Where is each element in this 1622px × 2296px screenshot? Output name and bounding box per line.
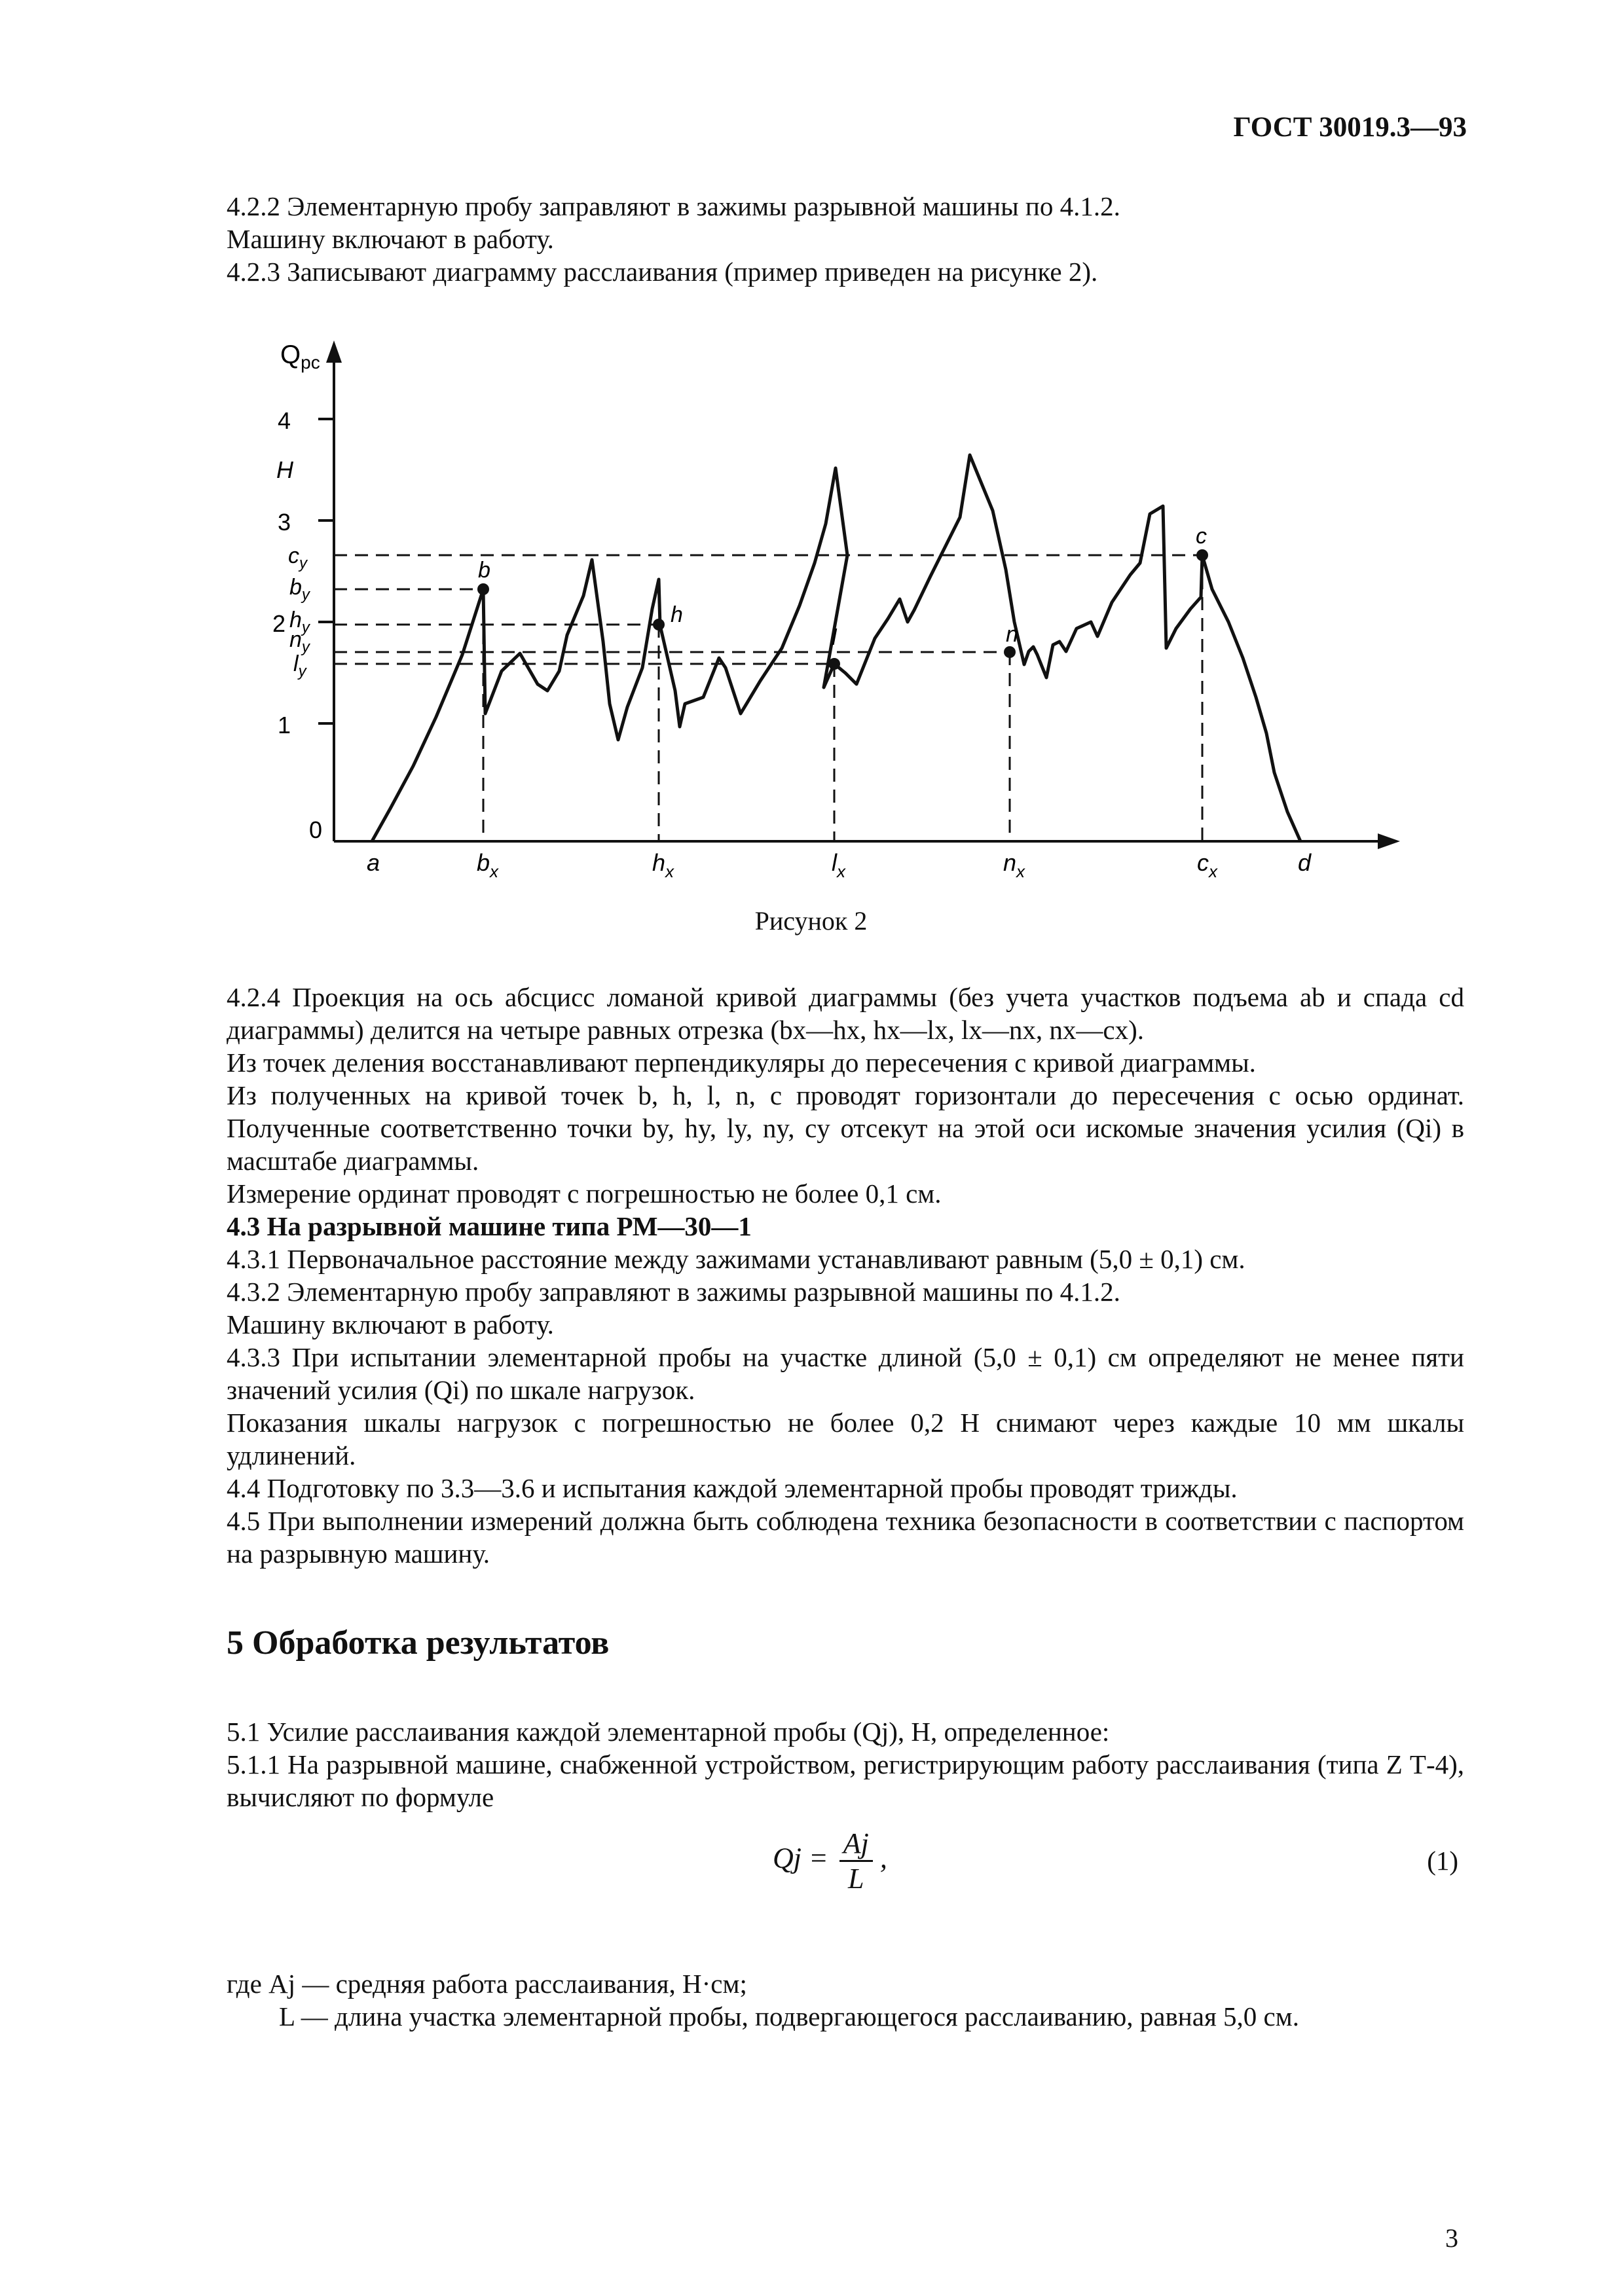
point-l — [828, 658, 840, 670]
vertical-projections — [483, 555, 1202, 841]
formula-fraction — [839, 1827, 873, 1895]
svg-text:bx: $b_x$ — [477, 849, 499, 881]
paragraph-5-1-1: 5.1.1 На разрывной машине, снабженной устройством, регистрирующим работу расслаивания (типа Z Т-4), вычисляют по формуле — [227, 1749, 1464, 1812]
paragraph-4-2-3: 4.2.3 Записывают диаграмму расслаивания (пример приведен на рисунке 2). — [227, 257, 1098, 287]
point-h — [653, 619, 665, 630]
svg-text:hx: $h_x$ — [652, 849, 674, 881]
where-aj: где Aj — средняя работа расслаивания, Н·см; — [227, 1969, 747, 1999]
section-5-title: 5 Обработка результатов — [227, 1624, 610, 1662]
svg-text:h: h — [671, 602, 683, 627]
y-ticks — [318, 419, 334, 723]
formula-lhs: Qj = — [773, 1842, 828, 1874]
standard-header: ГОСТ 30019.3—93 — [1233, 112, 1467, 143]
point-b — [477, 583, 489, 595]
paragraph-4-2-2: 4.2.2 Элементарную пробу заправляют в зажимы разрывной машины по 4.1.2. — [227, 191, 1120, 221]
y-tick-3: 3 — [278, 509, 291, 536]
y-tick-1: 1 — [278, 712, 291, 738]
point-n — [1004, 646, 1016, 658]
x-labels — [367, 849, 1312, 881]
svg-text:cx: $c_x$ — [1197, 849, 1217, 881]
svg-text:ny: $n_y$ — [289, 627, 310, 656]
formula-numerator: Aj — [839, 1827, 873, 1862]
svg-text:by: $b_y$ — [289, 575, 310, 604]
paragraph-measurement: Измерение ординат проводят с погрешностью не более 0,1 см. — [227, 1178, 942, 1209]
where-l: L — длина участка элементарной пробы, подвергающегося расслаиванию, равная 5,0 см. — [279, 2001, 1299, 2032]
formula-explanation — [227, 1967, 1464, 2033]
paragraph-scale-readings: Показания шкалы нагрузок с погрешностью не более 0,2 Н снимают через каждые 10 мм шкалы удлинений. — [227, 1408, 1464, 1470]
paragraph-machine-on: Машину включают в работу. — [227, 224, 554, 254]
svg-text:lx: $l_x$ — [832, 849, 845, 881]
paragraph-horizontals: Из полученных на кривой точек b, h, l, n, c проводят горизонтали до пересечения с осью ординат. Полученные соответственно точки by, hy, ly, ny, cy отсекут на этой оси искомые значения усилия (Qi) в масштабе диаграммы. — [227, 1080, 1464, 1176]
middle-text-block — [227, 981, 1464, 1570]
paragraph-machine-on-2: Машину включают в работу. — [227, 1309, 554, 1339]
point-c — [1196, 549, 1208, 561]
paragraph-perpendiculars: Из точек деления восстанавливают перпендикуляры до пересечения с кривой диаграммы. — [227, 1048, 1256, 1078]
delamination-diagram — [227, 314, 1438, 884]
x-axis-arrow — [1378, 833, 1400, 849]
paragraph-4-5: 4.5 При выполнении измерений должна быть соблюдена техника безопасности в соответствии с паспортом на разрывную машину. — [227, 1506, 1464, 1569]
y-projection-labels — [288, 543, 311, 680]
formula-denominator: L — [848, 1863, 864, 1895]
paragraph-4-4: 4.4 Подготовку по 3.3—3.6 и испытания каждой элементарной пробы проводят трижды. — [227, 1473, 1238, 1503]
formula-tail: , — [879, 1842, 887, 1874]
formula-1 — [773, 1827, 887, 1895]
svg-text:a: a — [367, 849, 380, 876]
top-text-block — [227, 190, 1464, 288]
paragraph-5-1: 5.1 Усилие расслаивания каждой элементарной пробы (Qj), Н, определенное: — [227, 1717, 1110, 1747]
paragraph-4-3-3: 4.3.3 При испытании элементарной пробы на участке длиной (5,0 ± 0,1) см определяют не менее пяти значений усилия (Qi) по шкале нагрузок. — [227, 1342, 1464, 1405]
svg-text:ly: $l_y$ — [293, 651, 306, 680]
y-tick-0: 0 — [309, 816, 323, 843]
paragraph-4-3-1: 4.3.1 Первоначальное расстояние между зажимами устанавливают равным (5,0 ± 0,1) см. — [227, 1244, 1245, 1274]
svg-text:c: c — [1196, 524, 1207, 549]
y-axis-arrow — [326, 340, 342, 363]
page-number: 3 — [1445, 2223, 1458, 2253]
svg-text:b: b — [478, 558, 490, 583]
y-tick-4: 4 — [278, 407, 291, 434]
heading-4-3: 4.3 На разрывной машине типа РМ—30—1 — [227, 1211, 752, 1241]
y-tick-2: 2 — [272, 610, 286, 637]
paragraph-4-2-4: 4.2.4 Проекция на ось абсцисс ломаной кривой диаграммы (без учета участков подъема ab и спада cd диаграммы) делится на четыре равных отрезка (bx—hx, hx—lx, lx—nx, nx—cx). — [227, 982, 1464, 1045]
svg-text:cy: $c_y$ — [288, 543, 307, 572]
figure-caption: Рисунок 2 — [754, 906, 868, 936]
y-unit-label: H — [276, 456, 293, 483]
y-axis-label: $Q_{рс}$ — [280, 340, 320, 373]
svg-text:nx: $n_x$ — [1003, 849, 1025, 881]
svg-text:n: n — [1006, 622, 1018, 647]
formula-number: (1) — [1427, 1846, 1458, 1876]
section-5-text — [227, 1715, 1464, 1813]
svg-text:hy: $h_y$ — [289, 608, 310, 636]
paragraph-4-3-2: 4.3.2 Элементарную пробу заправляют в зажимы разрывной машины по 4.1.2. — [227, 1277, 1120, 1307]
svg-text:l: l — [832, 625, 837, 650]
svg-text:d: d — [1298, 849, 1312, 876]
